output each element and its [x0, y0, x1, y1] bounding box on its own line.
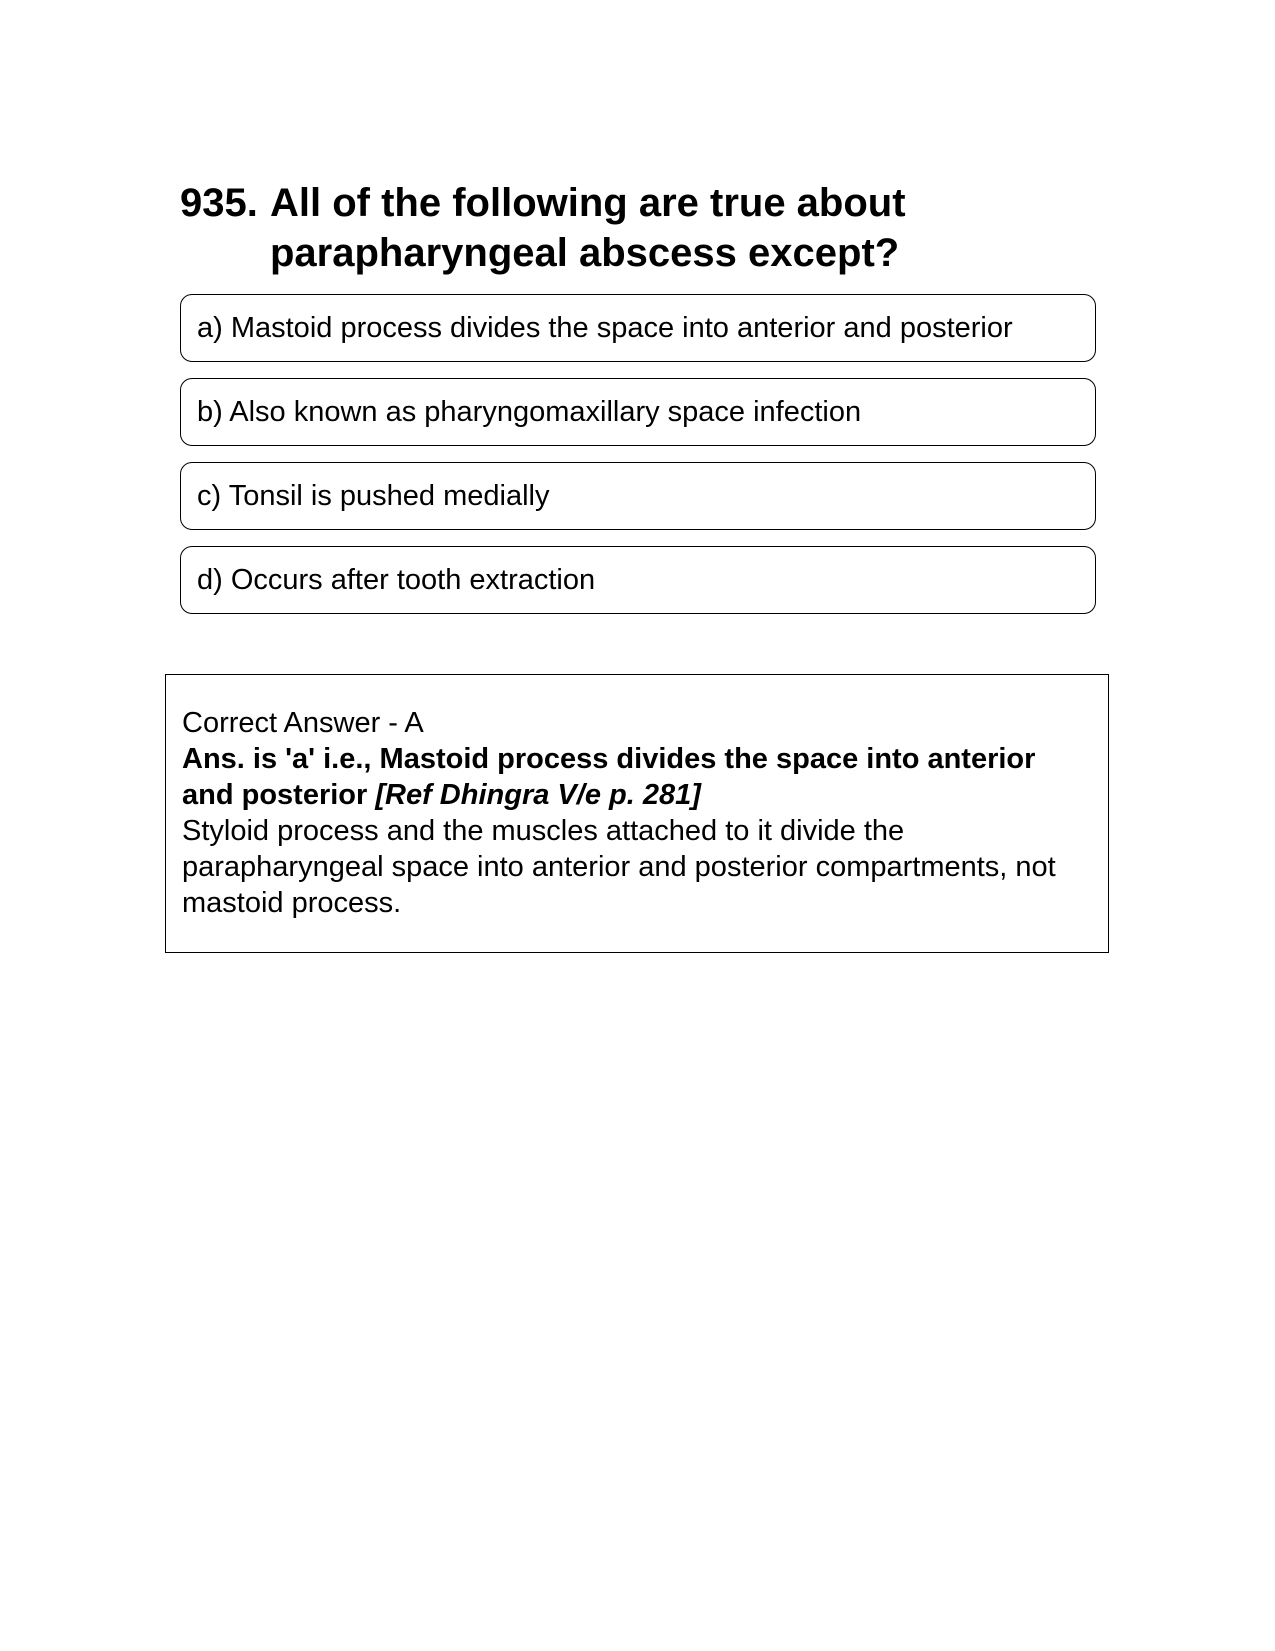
- answer-detail: Styloid process and the muscles attached to it divide the parapharyngeal space into anterior and posterior compartments, not mastoid process.: [182, 815, 1056, 919]
- correct-answer: Correct Answer - A: [182, 707, 424, 739]
- answer-reference: [Ref Dhingra V/e p. 281]: [375, 779, 701, 811]
- options-list: [180, 294, 1096, 630]
- option-a[interactable]: a) Mastoid process divides the space into anterior and posterior: [180, 294, 1096, 362]
- option-b[interactable]: b) Also known as pharyngomaxillary space infection: [180, 378, 1096, 446]
- question-number: 935.: [180, 181, 258, 225]
- answer-box: [165, 674, 1109, 953]
- question-heading: [180, 178, 1080, 278]
- answer-explanation-text: Ans. is 'a' i.e., Mastoid process divides the space into anterior and posterior: [182, 743, 1036, 811]
- question-text: All of the following are true about parapharyngeal abscess except?: [270, 181, 906, 275]
- answer-explanation: [182, 741, 1093, 813]
- option-c[interactable]: c) Tonsil is pushed medially: [180, 462, 1096, 530]
- option-d[interactable]: d) Occurs after tooth extraction: [180, 546, 1096, 614]
